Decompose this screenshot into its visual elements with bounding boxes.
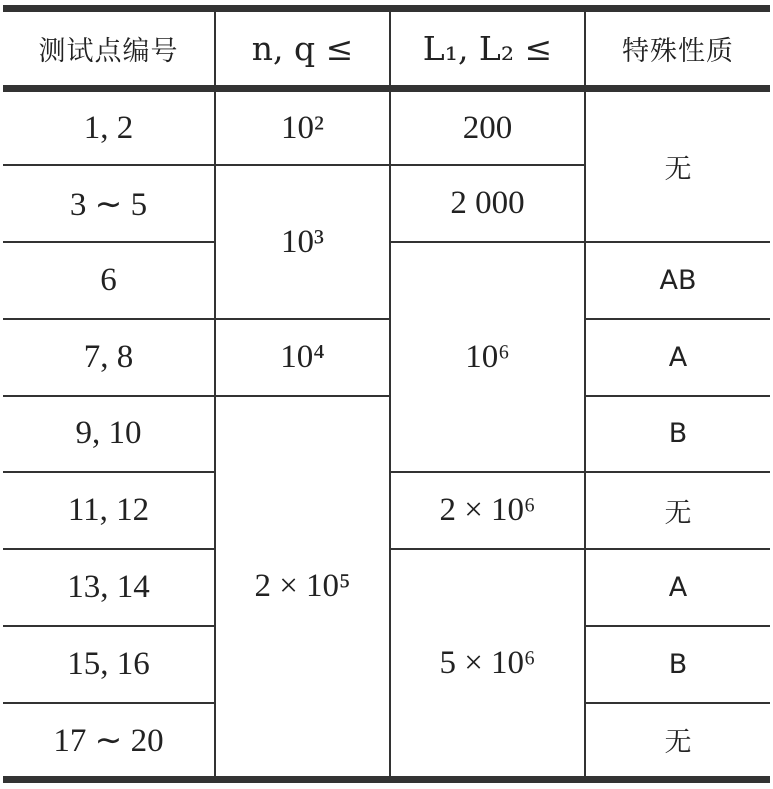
L-limit-cell: 2 000 bbox=[390, 165, 585, 242]
nq-limit-cell: 2 × 10⁵ bbox=[215, 396, 390, 780]
property-cell: AB bbox=[585, 242, 770, 319]
property-cell: 无 bbox=[585, 472, 770, 549]
property-cell: 无 bbox=[585, 89, 770, 243]
constraints-table bbox=[3, 5, 770, 783]
test-ids-cell: 17 ∼ 20 bbox=[3, 703, 215, 780]
header-test-ids: 测试点编号 bbox=[3, 9, 215, 89]
test-ids-cell: 1, 2 bbox=[83, 109, 134, 146]
nq-limit-cell: 10² bbox=[215, 89, 390, 166]
nq-limit-cell: 10⁴ bbox=[215, 319, 390, 396]
L-limit-cell: 10⁶ bbox=[390, 242, 585, 472]
property-cell: B bbox=[585, 626, 770, 703]
L-limit-cell: 5 × 10⁶ bbox=[390, 549, 585, 779]
property-cell: B bbox=[585, 396, 770, 473]
property-cell: 无 bbox=[585, 703, 770, 780]
header-row bbox=[3, 9, 770, 89]
test-ids-cell: 3 ∼ 5 bbox=[3, 165, 215, 242]
test-ids-cell: 6 bbox=[3, 242, 215, 319]
nq-limit-cell: 10³ bbox=[215, 165, 390, 319]
table-row bbox=[3, 396, 770, 473]
L-limit-cell: 2 × 10⁶ bbox=[390, 472, 585, 549]
header-n-q: n, q ≤ bbox=[215, 9, 390, 89]
test-ids-cell: 11, 12 bbox=[3, 472, 215, 549]
header-L1-L2: L₁, L₂ ≤ bbox=[390, 9, 585, 89]
table-row bbox=[3, 89, 770, 166]
test-ids-cell: 7, 8 bbox=[3, 319, 215, 396]
table-row bbox=[3, 319, 770, 396]
L-limit-cell: 200 bbox=[390, 89, 585, 166]
test-ids-cell: 13, 14 bbox=[3, 549, 215, 626]
property-cell: A bbox=[585, 319, 770, 396]
test-ids-cell: 15, 16 bbox=[3, 626, 215, 703]
test-ids-cell: 9, 10 bbox=[3, 396, 215, 473]
header-special-property: 特殊性质 bbox=[585, 9, 770, 89]
property-cell: A bbox=[585, 549, 770, 626]
